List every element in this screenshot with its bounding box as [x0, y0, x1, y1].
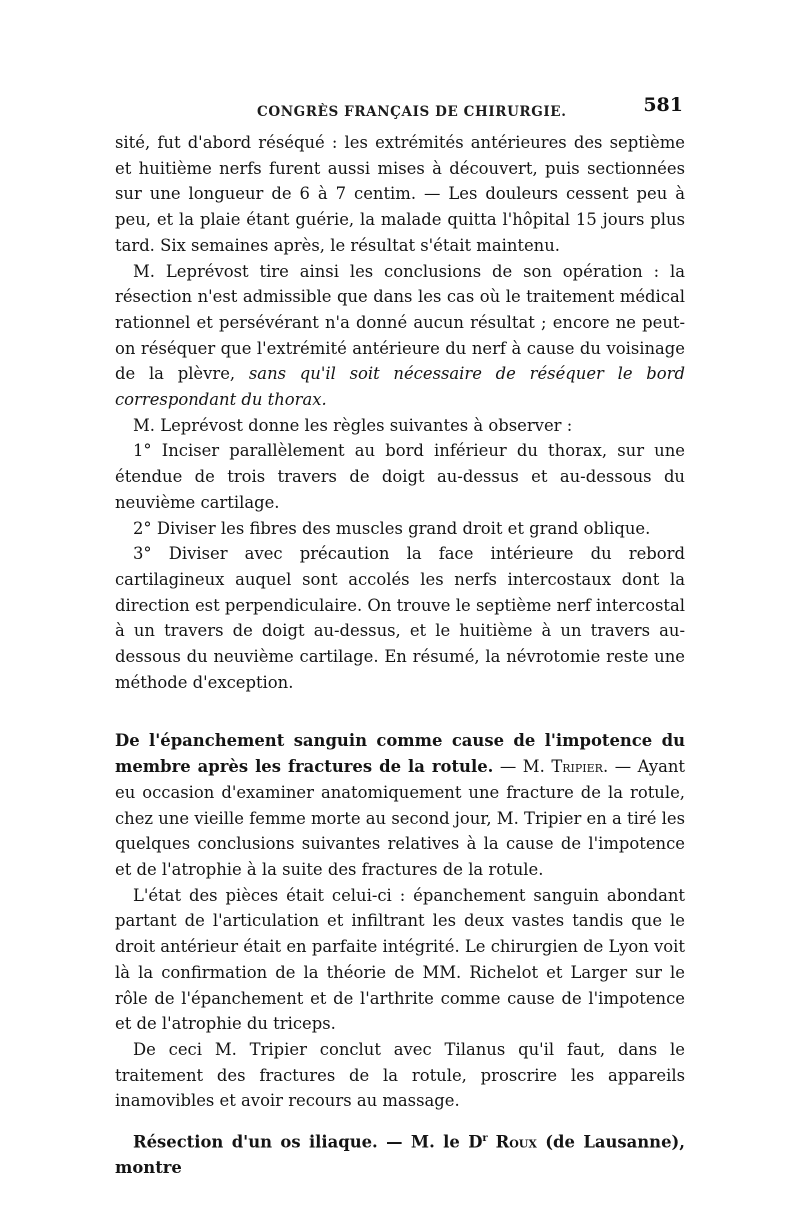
section-heading-resection: Résection d'un os iliaque.	[133, 1132, 378, 1152]
section-resection	[115, 1126, 685, 1181]
rule-1: 1° Inciser parallèlement au bord inférieur du thorax, sur une étendue de trois travers de doigt au-dessus et au-dessous du neuvième cartilage.	[115, 441, 685, 512]
paragraph-conclusions	[115, 259, 685, 413]
page-number: 581	[643, 94, 683, 116]
paragraph-etat-des-pieces: L'état des pièces était celui-ci : épanchement sanguin abondant partant de l'articulation et infiltrant les deux vastes tandis que le droit antérieur était en parfaite intégrité. Le chirurgien de Lyon voit là la confirmation de la théorie de MM. Richelot et Larger sur le rôle de l'épanchement et de l'arthrite comme cause de l'impotence et de l'atrophie du triceps.	[115, 885, 685, 1034]
author-dash: — M.	[493, 757, 552, 777]
section-heading-epanchement: De l'épanchement sanguin comme cause de l'impotence du membre après les fractures de la rotule.	[115, 731, 685, 777]
paragraph-tripier-conclusion: De ceci M. Tripier conclut avec Tilanus qu'il faut, dans le traitement des fractures de la rotule, proscrire les appareils inamovibles et avoir recours au massage.	[115, 1039, 685, 1111]
book-page	[115, 90, 685, 1181]
italic-emphasis: sans qu'il soit nécessaire de réséquer le bord correspondant du thorax.	[115, 364, 685, 410]
page-header	[115, 90, 685, 130]
title-superscript: r	[482, 1133, 488, 1145]
section-resection-text: (de Lausanne), montre	[115, 1132, 685, 1178]
author-name-roux: Roux	[495, 1132, 537, 1152]
author-space	[488, 1132, 496, 1151]
section-gap	[115, 695, 685, 728]
author-title: — M. le D	[377, 1132, 483, 1152]
paragraph-rules-intro: M. Leprévost donne les règles suivantes à observer :	[133, 415, 573, 435]
rule-2: 2° Diviser les fibres des muscles grand droit et grand oblique.	[133, 518, 651, 538]
rule-3: 3° Diviser avec précaution la face intérieure du rebord cartilagineux auquel sont accolés les nerfs intercostaux dont la direction est perpendiculaire. On trouve le septième nerf intercostal à un travers de doigt au-dessus, et le huitième à un travers au-dessous du neuvième cartilage. En résumé, la névrotomie reste une méthode d'exception.	[115, 544, 685, 692]
running-head: CONGRÈS FRANÇAIS DE CHIRURGIE.	[257, 104, 567, 120]
author-name-tripier: Tripier	[551, 757, 603, 777]
section-epanchement-text: . — Ayant eu occasion d'examiner anatomiquement une fracture de la rotule, chez une vieille femme morte au second jour, M. Tripier en a tiré les quelques conclusions suivantes relatives à la cause de l'impotence et de l'atrophie à la suite des fractures de la rotule.	[115, 757, 685, 879]
paragraph-continuation: sité, fut d'abord réséqué : les extrémités antérieures des septième et huitième nerfs furent aussi mises à découvert, puis sectionnées sur une longueur de 6 à 7 centim. — Les douleurs cessent peu à peu, et la plaie étant guérie, la malade quitta l'hôpital 15 jours plus tard. Six semaines après, le résultat s'était maintenu.	[115, 133, 685, 255]
paragraph-conclusions-text: M. Leprévost tire ainsi les conclusions de son opération : la résection n'est admissible que dans les cas où le traitement médical rationnel et persévérant n'a donné aucun résultat ; encore ne peut-on réséquer que l'extrémité antérieure du nerf à cause du voisinage de la plèvre,	[115, 261, 685, 384]
section-epanchement	[115, 728, 685, 882]
